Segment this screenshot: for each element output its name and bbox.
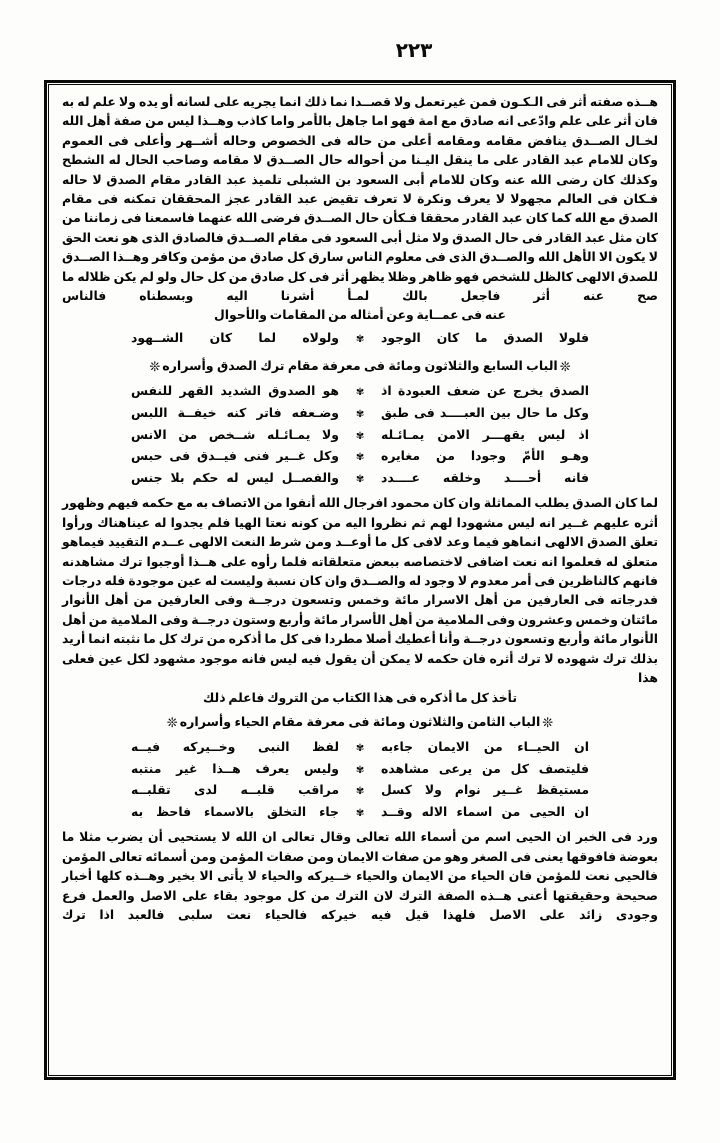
hemistich-right: مستيقظ غــير نوام ولا كسل [381,782,589,798]
hemistich-right: ان الحيــاء من الايمان جاءبه [381,738,589,754]
star-ornament-icon: ❊ [149,360,161,376]
hemistich-right: فليتصف كل من يرعى مشاهده [381,760,589,776]
hemistich-right: ان الحيى من اسماء الاله وقــد [381,803,589,819]
verse-line [62,446,658,468]
hemistich-left: جاء التخلق بالاسماء فاحظ به [131,803,339,819]
poem-block-1 [62,328,658,350]
paragraph-1-tail: عنه فى عمــاية وعن أمثاله من المقامات والأحوال [214,307,506,323]
hemistich-left: والفصــل ليس له حكم بلا جنس [131,469,339,485]
verse-line [62,381,658,403]
hemistich-right: وكل ما حال بين العبــــد فى طبق [381,405,589,421]
folio-number: ٢٢٣ [395,38,433,62]
paragraph-3-text: ورد فى الخبر ان الحيى اسم من أسماء الله تعالى وقال تعالى ان الله لا يستحيى أن يضرب مثلا ما بعوضة فافوقها يعنى فى الصغر وهو من صفات الايمان ومن صفات المؤمن ومن أسمائه تعالى المؤمن فالحيى نعت للمؤمن فان الحياء من الايمان والحياء خــيركه والحياء لا يأتى الا بخير وهــذه كلها أخبار صحيحة وحقيقتها أعنى هــذه الصفة الترك لان الترك من كل موجود بقاء على الاصل والعمل فرع وجودى زائد على الاصل فلهذا قيل فيه خيركه فالحياء نعت سلبى فالعبد اذا ترك [62,829,658,922]
paragraph-2-tail: تأخذ كل ما أذكره فى هذا الكتاب من التروك فاعلم ذلك [203,689,517,705]
verse-line [62,780,658,802]
hemistich-left: ولا يمـائـله شــخص من الانس [131,426,339,442]
verse-separator-icon: ✾ [355,430,365,442]
hemistich-left: وضـعفه فاتر كنه خيفــة اللبس [131,405,339,421]
verse-line [62,468,658,490]
verse-separator-icon: ✾ [355,807,365,819]
paragraph-block-2 [62,493,658,706]
chapter-heading-1 [62,356,658,378]
verse-separator-icon: ✾ [355,333,365,345]
chapter-heading-2 [62,712,658,734]
verse-separator-icon: ✾ [355,473,365,485]
star-ornament-icon: ❊ [542,715,554,731]
spacer [62,325,658,327]
hemistich-left: وليس يعرف هــذا غير منتبه [131,760,339,776]
paragraph-2-text: لما كان الصدق يطلب المماثلة وان كان محمود افرجال الله أنفوا من الاتصاف به مع حكمه فيهم وظهور أثره عليهم غــير انه ليس مشهودا لهم ثم نظروا اليه من كونه نعتا الهيا فلم يجدوا له عيناهناك ورأوا تعلق الصدق الالهى انماهو فيما وعد لافى كل ما أوعــد ومن شرط النعت الالهى عــدم التقييد فيماهو متعلق له فعلموا انه نعت اضافى لاختصاصه ببعض متعلقاته فلما رأوه على هــذا أوجبوا ترك مشاهدنه فانهم كالناظرين فى أمر معدوم لا وجود له والصــدق وان كان نسبة وليست له عين موجودة فله درجات فدرجاته فى العارفين من أهل الاسرار مائة وخمس وتسعون درجــة وفى العارفين من أهل الأنوار مائتان وخمس وعشرون وفى الملامية من أهل الأسرار مائة وأربع وستون درجــة وفى الملامية من أهل الأنوار مائة وأربع وتسعون درجــة وأنا أعطيك أصلا مطردا فى كل ما أذكره من ترك كل ما نثبته انما أريد بذلك ترك شهوده لا ترك أثره فان حكمه لا يمكن أن يقول فيه ليس فانه موجود مشهود لكل عين فعلى هذا [62,495,658,686]
star-ornament-icon: ❊ [559,360,571,376]
verse-line [62,425,658,447]
verse-separator-icon: ✾ [355,387,365,399]
chapter-2-title: الباب الثامن والثلاثون ومائة فى معرفة مقام الحياء وأسراره [179,713,541,729]
verse-line [62,328,658,350]
verse-line [62,403,658,425]
paragraph-block-1 [62,92,658,325]
chapter-1-title: الباب السابع والثلاثون ومائة فى معرفة مقام ترك الصدق وأسراره [162,358,558,374]
verse-line [62,737,658,759]
hemistich-left: لفظ النبى وخــيركه فيــه [131,738,339,754]
poem-block-3 [62,737,658,823]
hemistich-left: ولولاه لما كان الشــهود [131,329,339,345]
verse-line [62,802,658,824]
hemistich-right: الصدق يخرج عن ضعف العبودة اذ [381,383,589,399]
paragraph-1-text: هــذه صفته أثر فى الـكـون فمن غيرتعمل ولا قصــدا نما ذلك انما يجريه على لسانه أو يده ولا علم له به فان أثر على علم وادّعى انه صادق مع امة فهو اما جاهل بالأمر واما كاذب وهــذا ليس من صفة أهل الله لخـال الصــدق ينافض مقامه ومقامه أعلى من حاله فى الخصوص وحاله أشــهر وأعلى فى العموم وكان للامام عبد القادر على ما ينقل اليـنا من أحواله حال الصــدق لا مقامه وصاحب الحال له الشطح وكذلك كان رضى الله عنه وكان للامام أبى السعود بن الشبلى تلميذ عبد القادر مقام الصدق لا حاله فـكان فى العالم مجهولا لا يعرف ونكرة لا تعرف تقيض عبد القادر عجز المحققان تمكنه فى مقام الصدق مع الله كما كان عبد القادر محققا فـكأن حال الصــدق فرضى الله عنهما فاسمعنا فى زماننا من كان مثل عبد القادر فى حال الصدق ولا مثل أبى السعود فى مقام الصــدق فالصادق الذى هو نعت الحق لا يكون الا الأهل الله والصــدق الذى فى معلوم الناس سارق كل صادق من مؤمن وكافر وهــذا الصــدق للصدق الالهى كالظل للشخص فهو ظاهر وظلا يظهر أثر فى كل صادق من كل حال ولو لم يكن ظلاله ما صح عنه أثر فاجعل بالك لمـأ أشرنا اليه وبسطناه فالناس [62,94,658,304]
hemistich-right: فلولا الصدق ما كان الوجود [381,329,589,345]
verse-separator-icon: ✾ [355,786,365,798]
paragraph-block-3 [62,827,658,924]
spacer [62,351,658,353]
verse-separator-icon: ✾ [355,409,365,421]
verse-separator-icon: ✾ [355,742,365,754]
verse-line [62,759,658,781]
star-ornament-icon: ❊ [166,715,178,731]
text-column [56,90,664,1070]
hemistich-left: وكل غــير فنى فيــدق فى حبس [131,448,339,464]
verse-separator-icon: ✾ [355,764,365,776]
poem-block-2 [62,381,658,489]
spacer [62,707,658,709]
hemistich-left: هو الصدوق الشديد القهر للنفس [131,383,339,399]
hemistich-right: اذ ليس يقهـــر الامن يمـائـله [381,426,589,442]
verse-separator-icon: ✾ [355,452,365,464]
hemistich-right: وهـو الأمّ وجودا من مغايره [381,448,589,464]
hemistich-left: مراقب قلبــه لدى تقلبــه [131,782,339,798]
hemistich-right: فانه أحــــد وخلقه عــــدد [381,469,589,485]
